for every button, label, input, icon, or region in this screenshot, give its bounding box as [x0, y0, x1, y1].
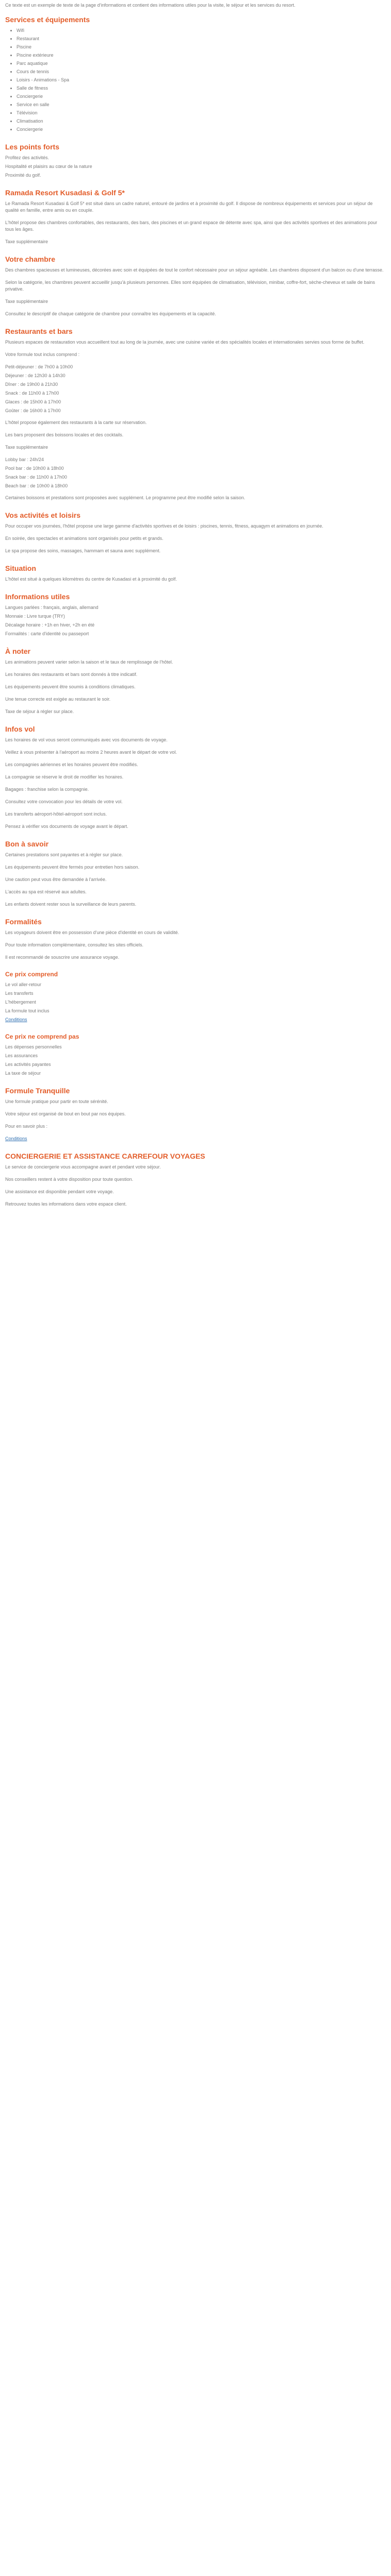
restaurants-paragraph: L'hôtel propose également des restaurants à la carte sur réservation.: [5, 420, 147, 425]
service-item: • Climatisation: [17, 118, 386, 125]
restaurants-paragraph: Les bars proposent des boissons locales et des cocktails.: [5, 432, 124, 437]
useful-info-title: Informations utiles: [5, 592, 70, 601]
concierge-paragraph: Nos conseillers restent à votre disposition pour toute question.: [5, 1177, 134, 1182]
good-to-know-paragraph: Certaines prestations sont payantes et à régler sur place.: [5, 852, 123, 857]
activities-title: Vos activités et loisirs: [5, 511, 81, 519]
meal-hours-line: Goûter : de 16h00 à 17h00: [5, 408, 61, 413]
room-paragraph: Des chambres spacieuses et lumineuses, décorées avec soin et équipées de tout le confort nécessaire pour un séjour agréable. Les chambres disposent d'un balcon ou d'une terrasse.: [5, 267, 384, 273]
concierge-paragraph: Le service de conciergerie vous accompagne avant et pendant votre séjour.: [5, 1164, 161, 1170]
flight-paragraph: Bagages : franchise selon la compagnie.: [5, 787, 89, 792]
useful-info-line: Langues parlées : français, anglais, allemand: [5, 605, 99, 610]
service-item: • Parc aquatique: [17, 60, 386, 67]
flight-section: [0, 724, 391, 830]
meal-hours-line: Dîner : de 19h00 à 21h30: [5, 382, 58, 387]
price-includes-section: [0, 970, 391, 1023]
restaurants-paragraph: Votre formule tout inclus comprend :: [5, 352, 80, 357]
point-line: Hospitalité et plaisirs au cœur de la nature: [5, 164, 92, 169]
note-paragraph: Taxe de séjour à régler sur place.: [5, 709, 74, 714]
price-excludes-line: La taxe de séjour: [5, 1071, 41, 1076]
service-item: • Salle de fitness: [17, 85, 386, 92]
price-includes-line: La formule tout inclus: [5, 1008, 50, 1013]
price-excludes-line: Les activités payantes: [5, 1062, 51, 1067]
situation-section: [0, 564, 391, 583]
activities-section: [0, 511, 391, 554]
good-to-know-paragraph: Les équipements peuvent être fermés pour entretien hors saison.: [5, 865, 140, 870]
useful-info-line: Décalage horaire : +1h en hiver, +2h en été: [5, 622, 95, 628]
flight-title: Infos vol: [5, 725, 35, 733]
note-paragraph: Une tenue correcte est exigée au restaurant le soir.: [5, 697, 111, 702]
restaurants-section: [0, 327, 391, 501]
flight-paragraph: La compagnie se réserve le droit de modifier les horaires.: [5, 774, 124, 779]
formalities-section: [0, 917, 391, 961]
bar-hours-line: Beach bar : de 10h00 à 18h00: [5, 483, 68, 488]
tranquille-link[interactable]: Conditions: [5, 1136, 27, 1141]
price-excludes-line: Les dépenses personnelles: [5, 1044, 62, 1049]
services-title: Services et équipements: [5, 15, 90, 24]
services-list: [5, 27, 386, 133]
points-title: Les points forts: [5, 143, 60, 151]
good-to-know-paragraph: L'accès au spa est réservé aux adultes.: [5, 889, 87, 894]
concierge-paragraph: Retrouvez toutes les informations dans votre espace client.: [5, 1201, 127, 1207]
price-excludes-title: Ce prix ne comprend pas: [5, 1033, 79, 1040]
point-line: Proximité du golf.: [5, 173, 41, 178]
useful-info-section: [0, 592, 391, 637]
service-item: • Piscine extérieure: [17, 52, 386, 59]
good-to-know-paragraph: Une caution peut vous être demandée à l'arrivée.: [5, 877, 107, 882]
concierge-section: [0, 1151, 391, 1208]
restaurants-tax-note: Taxe supplémentaire: [5, 445, 48, 450]
situation-paragraph: L'hôtel est situé à quelques kilomètres du centre de Kusadasi et à proximité du golf.: [5, 577, 177, 582]
tranquille-section: [0, 1086, 391, 1142]
flight-paragraph: Les horaires de vol vous seront communiqués avec vos documents de voyage.: [5, 737, 168, 742]
concierge-paragraph: Une assistance est disponible pendant votre voyage.: [5, 1189, 114, 1194]
room-title: Votre chambre: [5, 255, 55, 263]
good-to-know-section: [0, 839, 391, 908]
note-paragraph: Les équipements peuvent être soumis à conditions climatiques.: [5, 684, 136, 689]
room-paragraph: Selon la catégorie, les chambres peuvent accueillir jusqu'à plusieurs personnes. Elles sont équipées de climatisation, télévision, minibar, coffre-fort, sèche-cheveux et salle de bains privative.: [5, 280, 375, 292]
service-item: • Conciergerie: [17, 93, 386, 100]
points-section: [0, 142, 391, 179]
flight-paragraph: Consultez votre convocation pour les détails de votre vol.: [5, 799, 123, 804]
hotel-paragraph: L'hôtel propose des chambres confortables, des restaurants, des bars, des piscines et un grand espace de détente avec spa, ainsi que des activités sportives et des animations pour tous les âges.: [5, 220, 378, 232]
hotel-title: Ramada Resort Kusadasi & Golf 5*: [5, 189, 125, 197]
meal-hours-line: Déjeuner : de 12h30 à 14h30: [5, 373, 66, 378]
formalities-paragraph: Pour toute information complémentaire, consultez les sites officiels.: [5, 942, 143, 947]
service-item: • Conciergerie: [17, 126, 386, 133]
note-title: À noter: [5, 647, 30, 655]
bar-hours-line: Lobby bar : 24h/24: [5, 457, 44, 462]
concierge-title: CONCIERGERIE ET ASSISTANCE CARREFOUR VOYAGES: [5, 1152, 205, 1160]
flight-paragraph: Pensez à vérifier vos documents de voyage avant le départ.: [5, 824, 128, 829]
service-item: • Piscine: [17, 44, 386, 50]
price-includes-title: Ce prix comprend: [5, 971, 58, 978]
tranquille-paragraph: Pour en savoir plus :: [5, 1124, 48, 1129]
restaurants-paragraph: Certaines boissons et prestations sont proposées avec supplément. Le programme peut être modifié selon la saison.: [5, 495, 246, 500]
meal-hours-line: Petit-déjeuner : de 7h00 à 10h00: [5, 364, 73, 369]
price-excludes-line: Les assurances: [5, 1053, 38, 1058]
restaurants-paragraph: Plusieurs espaces de restauration vous accueillent tout au long de la journée, avec une cuisine variée et des spécialités locales et internationales servies sous forme de buffet.: [5, 340, 365, 345]
price-excludes-section: [0, 1032, 391, 1077]
services-section: [0, 15, 391, 133]
point-line: Profitez des activités.: [5, 155, 50, 160]
note-section: [0, 647, 391, 715]
formalities-paragraph: Les voyageurs doivent être en possession d'une pièce d'identité en cours de validité.: [5, 930, 180, 935]
price-includes-line: Les transferts: [5, 991, 34, 996]
room-paragraph: Consultez le descriptif de chaque catégorie de chambre pour connaître les équipements et la capacité.: [5, 311, 216, 316]
intro-text: Ce texte est un exemple de texte de la page d'informations et contient des informations utiles pour la visite, le séjour et les services du resort.: [5, 3, 296, 8]
hotel-section: [0, 188, 391, 245]
service-item: • Restaurant: [17, 36, 386, 42]
service-item: • Service en salle: [17, 101, 386, 108]
note-paragraph: Les horaires des restaurants et bars sont donnés à titre indicatif.: [5, 672, 138, 677]
service-item: • Wifi: [17, 27, 386, 34]
meal-hours-line: Glaces : de 15h00 à 17h00: [5, 399, 61, 404]
meal-hours-line: Snack : de 11h00 à 17h00: [5, 391, 59, 396]
room-tax-note: Taxe supplémentaire: [5, 299, 48, 304]
activities-paragraph: En soirée, des spectacles et animations sont organisés pour petits et grands.: [5, 536, 164, 541]
note-paragraph: Les animations peuvent varier selon la saison et le taux de remplissage de l'hôtel.: [5, 659, 173, 665]
service-item: • Loisirs - Animations - Spa: [17, 77, 386, 83]
formalities-title: Formalités: [5, 918, 42, 926]
useful-info-line: Monnaie : Livre turque (TRY): [5, 614, 65, 619]
tranquille-title: Formule Tranquille: [5, 1087, 70, 1095]
conditions-link[interactable]: Conditions: [5, 1017, 27, 1022]
activities-paragraph: Le spa propose des soins, massages, hammam et sauna avec supplément.: [5, 548, 161, 553]
restaurants-title: Restaurants et bars: [5, 327, 73, 335]
service-item: • Cours de tennis: [17, 69, 386, 75]
situation-title: Situation: [5, 564, 36, 572]
room-section: [0, 255, 391, 317]
flight-paragraph: Les compagnies aériennes et les horaires peuvent être modifiés.: [5, 762, 138, 767]
useful-info-line: Formalités : carte d'identité ou passeport: [5, 631, 89, 636]
good-to-know-title: Bon à savoir: [5, 840, 49, 848]
flight-paragraph: Veillez à vous présenter à l'aéroport au moins 2 heures avant le départ de votre vol.: [5, 750, 177, 755]
bar-hours-line: Snack bar : de 11h00 à 17h00: [5, 474, 67, 480]
bar-hours-line: Pool bar : de 10h00 à 18h00: [5, 466, 64, 471]
tranquille-paragraph: Une formule pratique pour partir en toute sérénité.: [5, 1099, 108, 1104]
formalities-paragraph: Il est recommandé de souscrire une assurance voyage.: [5, 955, 120, 960]
intro: [0, 0, 391, 9]
price-includes-line: Le vol aller-retour: [5, 982, 42, 987]
tranquille-paragraph: Votre séjour est organisé de bout en bout par nos équipes.: [5, 1111, 126, 1116]
good-to-know-paragraph: Les enfants doivent rester sous la surveillance de leurs parents.: [5, 902, 137, 907]
hotel-paragraph: Le Ramada Resort Kusadasi & Golf 5* est situé dans un cadre naturel, entouré de jardins et à proximité du golf. Il dispose de nombreux équipements et services pour un séjour de qualité en famille, entre amis ou en couple.: [5, 201, 373, 213]
price-includes-line: L'hébergement: [5, 999, 36, 1005]
service-item: • Télévision: [17, 110, 386, 116]
activities-paragraph: Pour occuper vos journées, l'hôtel propose une large gamme d'activités sportives et de loisirs : piscines, tennis, fitness, aquagym et animations en journée.: [5, 523, 323, 529]
hotel-tax-note: Taxe supplémentaire: [5, 239, 48, 244]
flight-paragraph: Les transferts aéroport-hôtel-aéroport sont inclus.: [5, 811, 107, 817]
